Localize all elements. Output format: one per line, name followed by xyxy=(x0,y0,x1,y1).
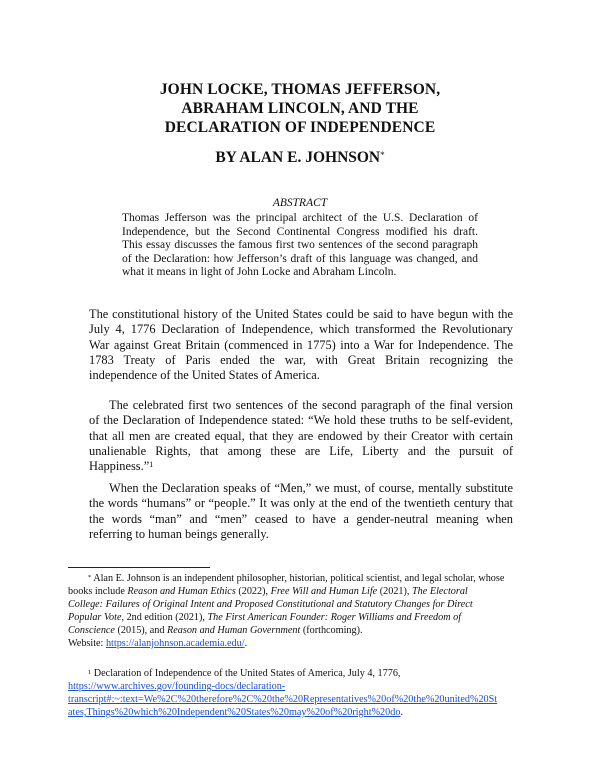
paragraph-line-text: Happiness.” xyxy=(89,459,150,474)
footnote-line xyxy=(68,706,544,719)
footnote-author xyxy=(68,572,544,650)
paragraph-line: of the Declaration of Independence stated: “We hold these truths to be self-evident, xyxy=(89,413,513,428)
footnote-line xyxy=(68,680,544,693)
book-title: Reason and Human Government xyxy=(167,625,301,636)
footnote-line xyxy=(68,667,544,680)
paragraph-line: The constitutional history of the United States could be said to have begun with the xyxy=(89,307,513,321)
footnote-text: (forthcoming). xyxy=(300,625,363,636)
footnote-line xyxy=(68,693,544,706)
book-title: Conscience xyxy=(68,625,115,636)
paragraph-2 xyxy=(89,398,513,474)
abstract-text xyxy=(122,212,478,280)
paragraph-line: referring to human beings generally. xyxy=(89,526,269,541)
footnote-line xyxy=(68,624,544,637)
footnote-ref-1[interactable]: 1 xyxy=(149,460,154,470)
archives-link[interactable]: transcript#:~:text=We%2C%20therefore%2C%20the%20Representatives%20of%20the%20united%20St xyxy=(68,694,498,705)
book-title: Free Will and Human Life xyxy=(270,586,378,597)
footnote-1 xyxy=(68,667,544,719)
footnote-line xyxy=(68,611,544,624)
paragraph-line: 1783 Treaty of Paris ended the war, with Great Britain recognizing the xyxy=(89,352,513,367)
footnote-text: . xyxy=(244,638,248,649)
paragraph-line: War against Great Britain (commenced in 1775) into a War for Independence. The xyxy=(89,337,513,352)
footnote-text: . xyxy=(400,707,403,718)
footnote-mark: * xyxy=(88,574,92,581)
book-title: College: Failures of Original Intent and Proposed Constitutional and Statutory Changes for Direct xyxy=(68,599,473,610)
footnote-line xyxy=(68,598,544,611)
title-line-1: JOHN LOCKE, THOMAS JEFFERSON, xyxy=(159,81,441,98)
footnote-text: Alan E. Johnson is an independent philosopher, historian, political scientist, and legal scholar, whose xyxy=(93,573,505,584)
footnote-text: (2022), xyxy=(235,586,271,597)
paragraph-line: the words “man” and “men” ceased to have a gender-neutral meaning when xyxy=(89,511,513,526)
byline-text: BY ALAN E. JOHNSON xyxy=(215,149,381,166)
book-title: The Electoral xyxy=(412,586,468,597)
footnote-line xyxy=(68,585,544,598)
paragraph-line: July 4, 1776 Declaration of Independence, which transformed the Revolutionary xyxy=(89,322,513,337)
footnote-mark: 1 xyxy=(88,669,92,676)
abstract-line: Thomas Jefferson was the principal architect of the U.S. Declaration of xyxy=(122,212,478,224)
paragraph-line: the words “humans” or “people.” It was only at the end of the twentieth century that xyxy=(89,496,513,511)
book-title: Reason and Human Ethics xyxy=(127,586,236,597)
paragraph-line: The celebrated first two sentences of the second paragraph of the final version xyxy=(109,398,513,412)
footnote-text: Declaration of Independence of the United States of America, July 4, 1776, xyxy=(93,668,401,679)
footnote-line xyxy=(68,572,544,585)
footnote-text: , 2nd edition (2021), xyxy=(121,612,208,623)
archives-link[interactable]: ates,Things%20which%20Independent%20States%20may%20of%20right%20do xyxy=(68,707,401,718)
footnote-text: books include xyxy=(68,586,128,597)
book-title: Popular Vote xyxy=(68,612,122,623)
paragraph-line: unalienable Rights, that among these are Life, Liberty and the pursuit of xyxy=(89,443,513,458)
footnote-text: Website: xyxy=(68,638,106,649)
footnote-divider xyxy=(68,567,210,568)
byline-footnote-mark[interactable]: * xyxy=(380,150,385,160)
paragraph-line: that all men are created equal, that they are endowed by their Creator with certain xyxy=(89,428,513,443)
footnote-line xyxy=(68,637,544,650)
paragraph-line: independence of the United States of America. xyxy=(89,368,320,383)
footnote-text: (2021), xyxy=(377,586,413,597)
archives-link[interactable]: https://www.archives.gov/founding-docs/declaration- xyxy=(68,681,286,692)
abstract-line: Independence, but the Second Continental Congress modified his draft. xyxy=(122,225,478,238)
paragraph-1 xyxy=(89,307,513,383)
book-title: The First American Founder: Roger Williams and Freedom of xyxy=(207,612,462,623)
abstract-heading: ABSTRACT xyxy=(272,197,328,209)
abstract-line: of the Declaration: how Jefferson’s draft of this language was changed, and xyxy=(122,252,478,265)
website-link[interactable]: https://alanjohnson.academia.edu/ xyxy=(105,638,245,649)
author-byline xyxy=(80,148,520,167)
title-line-2: ABRAHAM LINCOLN, AND THE xyxy=(181,100,419,117)
abstract-line: This essay discusses the famous first two sentences of the second paragraph xyxy=(122,239,478,252)
footnote-text: (2015), and xyxy=(114,625,168,636)
paragraph-line: When the Declaration speaks of “Men,” we must, of course, mentally substitute xyxy=(109,481,513,495)
paragraph-3 xyxy=(89,481,513,542)
paragraph-line xyxy=(89,459,513,474)
paper-title xyxy=(80,80,520,137)
abstract-line: what it means in light of John Locke and Abraham Lincoln. xyxy=(122,266,397,279)
title-line-3: DECLARATION OF INDEPENDENCE xyxy=(164,119,436,136)
